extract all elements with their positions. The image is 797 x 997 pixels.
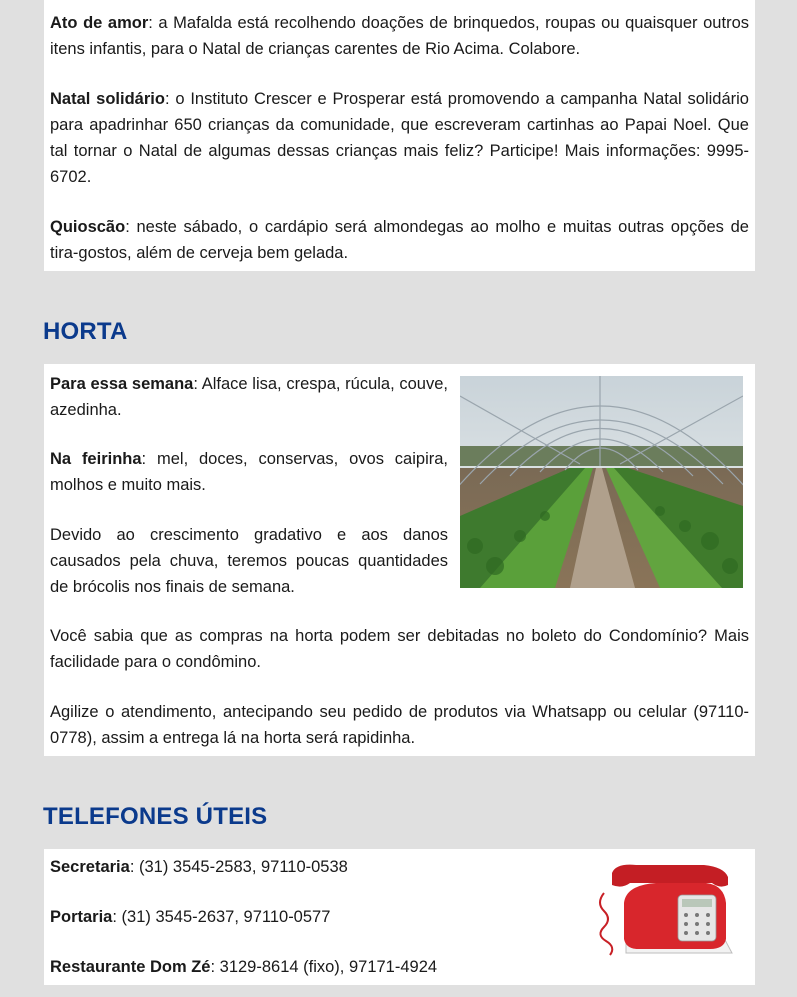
horta-boleto: Você sabia que as compras na horta podem ser debitadas no boleto do Condomínio? Mais facilidade para o condômino. (50, 627, 749, 671)
telefones-heading: TELEFONES ÚTEIS (43, 803, 268, 830)
note-quioscao (50, 214, 749, 266)
note-ato-de-amor (50, 10, 749, 62)
horta-whatsapp: Agilize o atendimento, antecipando seu pedido de produtos via Whatsapp ou celular (97110-0778), assim a entrega lá na horta será rapidinha. (50, 703, 749, 747)
phone-label: Restaurante Dom Zé (50, 958, 211, 976)
phone-number: : (31) 3545-2583, 97110-0538 (129, 858, 348, 876)
note-title: Ato de amor (50, 14, 149, 32)
horta-feirinha-text: : mel, doces, conservas, ovos caipira, molhos e muito mais. (50, 450, 448, 494)
horta-semana-title: Para essa semana (50, 375, 194, 393)
horta-heading: HORTA (43, 318, 128, 345)
horta-feirinha-title: Na feirinha (50, 450, 142, 468)
phone-secretaria (50, 854, 348, 880)
phone-restaurante (50, 954, 437, 980)
phone-number: : (31) 3545-2637, 97110-0577 (112, 908, 331, 926)
telephone-icon (586, 863, 738, 961)
horta-feirinha (50, 446, 448, 498)
phone-label: Secretaria (50, 858, 130, 876)
horta-chuva: Devido ao crescimento gradativo e aos danos causados pela chuva, teremos poucas quantidades de brócolis nos finais de semana. (50, 526, 448, 596)
note-natal-solidario (50, 86, 749, 190)
horta-semana (50, 371, 448, 423)
telefones-card (44, 849, 755, 985)
horta-card (44, 364, 755, 756)
phone-label: Portaria (50, 908, 113, 926)
note-text: : a Mafalda está recolhendo doações de brinquedos, roupas ou quaisquer outros itens infantis, para o Natal de crianças carentes de Rio Acima. Colabore. (50, 14, 749, 58)
phone-number: : 3129-8614 (fixo), 97171-4924 (210, 958, 438, 976)
greenhouse-photo (460, 376, 743, 588)
note-text: : o Instituto Crescer e Prosperar está promovendo a campanha Natal solidário para apadrinhar 650 crianças da comunidade, que escreveram cartinhas ao Papai Noel. Que tal tornar o Natal de algumas dessas crianças mais feliz? Participe! Mais informações: 9995-6702. (50, 90, 749, 186)
phone-portaria (50, 904, 330, 930)
note-text: : neste sábado, o cardápio será almondegas ao molho e muitas outras opções de tira-gostos, além de cerveja bem gelada. (50, 218, 749, 262)
horta-semana-text: : Alface lisa, crespa, rúcula, couve, azedinha. (50, 375, 448, 419)
note-title: Natal solidário (50, 90, 165, 108)
notes-card (44, 0, 755, 271)
note-title: Quioscão (50, 218, 126, 236)
